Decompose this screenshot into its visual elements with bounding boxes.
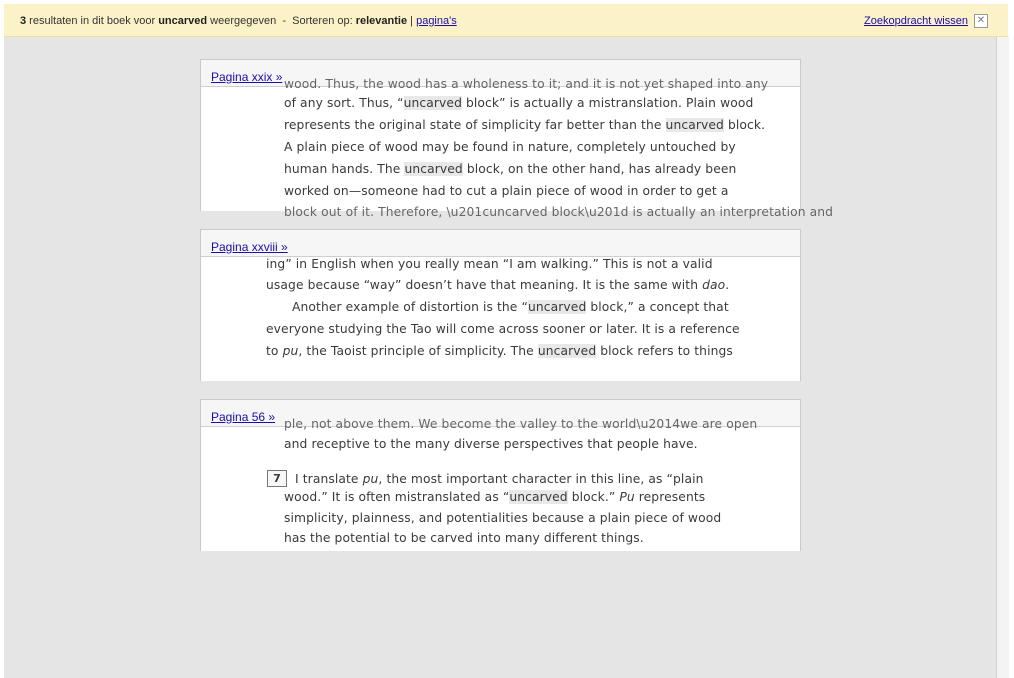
snippet-line: and receptive to the many diverse perspectives that people have.: [284, 437, 698, 451]
cut-line: block out of it. Therefore, \u201cuncarved block\u201d is actually an interpretation and: [284, 205, 834, 219]
snippet-line: 7 I translate pu, the most important character in this line, as “plain: [267, 470, 704, 487]
search-term: uncarved: [158, 15, 208, 27]
search-results-bar: [4, 4, 1008, 37]
result-card-xxviii: [200, 229, 801, 381]
scrollbar-track[interactable]: [996, 37, 1009, 678]
page-link-56[interactable]: Pagina 56 »: [211, 410, 276, 424]
page-snippet-image: [201, 257, 800, 381]
close-icon[interactable]: ✕: [974, 14, 988, 28]
snippet-line: everyone studying the Tao will come across sooner or later. It is a reference: [266, 322, 740, 336]
snippet-line: ing” in English when you really mean “I am walking.” This is not a valid: [266, 257, 713, 271]
snippet-line: A plain piece of wood may be found in nature, completely untouched by: [284, 140, 736, 154]
snippet-line: has the potential to be carved into many different things.: [284, 531, 644, 545]
sort-by-pages-link[interactable]: pagina's: [416, 15, 457, 27]
clear-search-group: [864, 14, 988, 28]
summary-sort-text: weergegeven - Sorteren op:: [207, 15, 356, 27]
results-summary: [20, 15, 457, 27]
snippet-line: worked on—someone had to cut a plain piece of wood in order to get a: [284, 184, 729, 198]
snippet-line: of any sort. Thus, “uncarved block” is actually a mistranslation. Plain wood: [284, 96, 754, 110]
highlight-term: uncarved: [509, 490, 568, 504]
result-card-56: [200, 399, 801, 551]
snippet-line: human hands. The uncarved block, on the other hand, has already been: [284, 162, 737, 176]
snippet-line: represents the original state of simplicity far better than the uncarved block.: [284, 118, 766, 132]
highlight-term: uncarved: [537, 344, 597, 358]
snippet-line: usage because “way” doesn’t have that meaning. It is the same with dao.: [266, 278, 730, 292]
highlight-term: uncarved: [403, 96, 462, 110]
page-link-xxviii[interactable]: Pagina xxviii »: [211, 240, 288, 254]
highlight-term: uncarved: [527, 300, 587, 314]
highlight-term: uncarved: [665, 118, 724, 132]
sort-value: relevantie: [355, 15, 408, 27]
snippet-line: Another example of distortion is the “uncarved block,” a concept that: [292, 300, 729, 314]
snippet-line: simplicity, plainness, and potentialities because a plain piece of wood: [284, 511, 722, 525]
sort-separator: |: [407, 15, 417, 27]
snippet-line: to pu, the Taoist principle of simplicity. The uncarved block refers to things: [266, 344, 733, 358]
summary-text: resultaten in dit boek voor: [26, 15, 159, 27]
highlight-term: uncarved: [404, 162, 463, 176]
cut-line: ple, not above them. We become the valley to the world\u2014we are open: [284, 417, 758, 431]
result-card-xxix: [200, 59, 834, 219]
clear-search-link[interactable]: Zoekopdracht wissen: [864, 15, 968, 27]
snippet-line: wood.” It is often mistranslated as “uncarved block.” Pu represents: [284, 490, 706, 504]
cut-line: wood. Thus, the wood has a wholeness to it; and it is not yet shaped into any: [284, 77, 769, 91]
page-link-xxix[interactable]: Pagina xxix »: [211, 70, 283, 84]
footnote-number: 7: [267, 470, 287, 487]
result-count: 3: [20, 15, 27, 27]
result-header: [201, 230, 800, 257]
